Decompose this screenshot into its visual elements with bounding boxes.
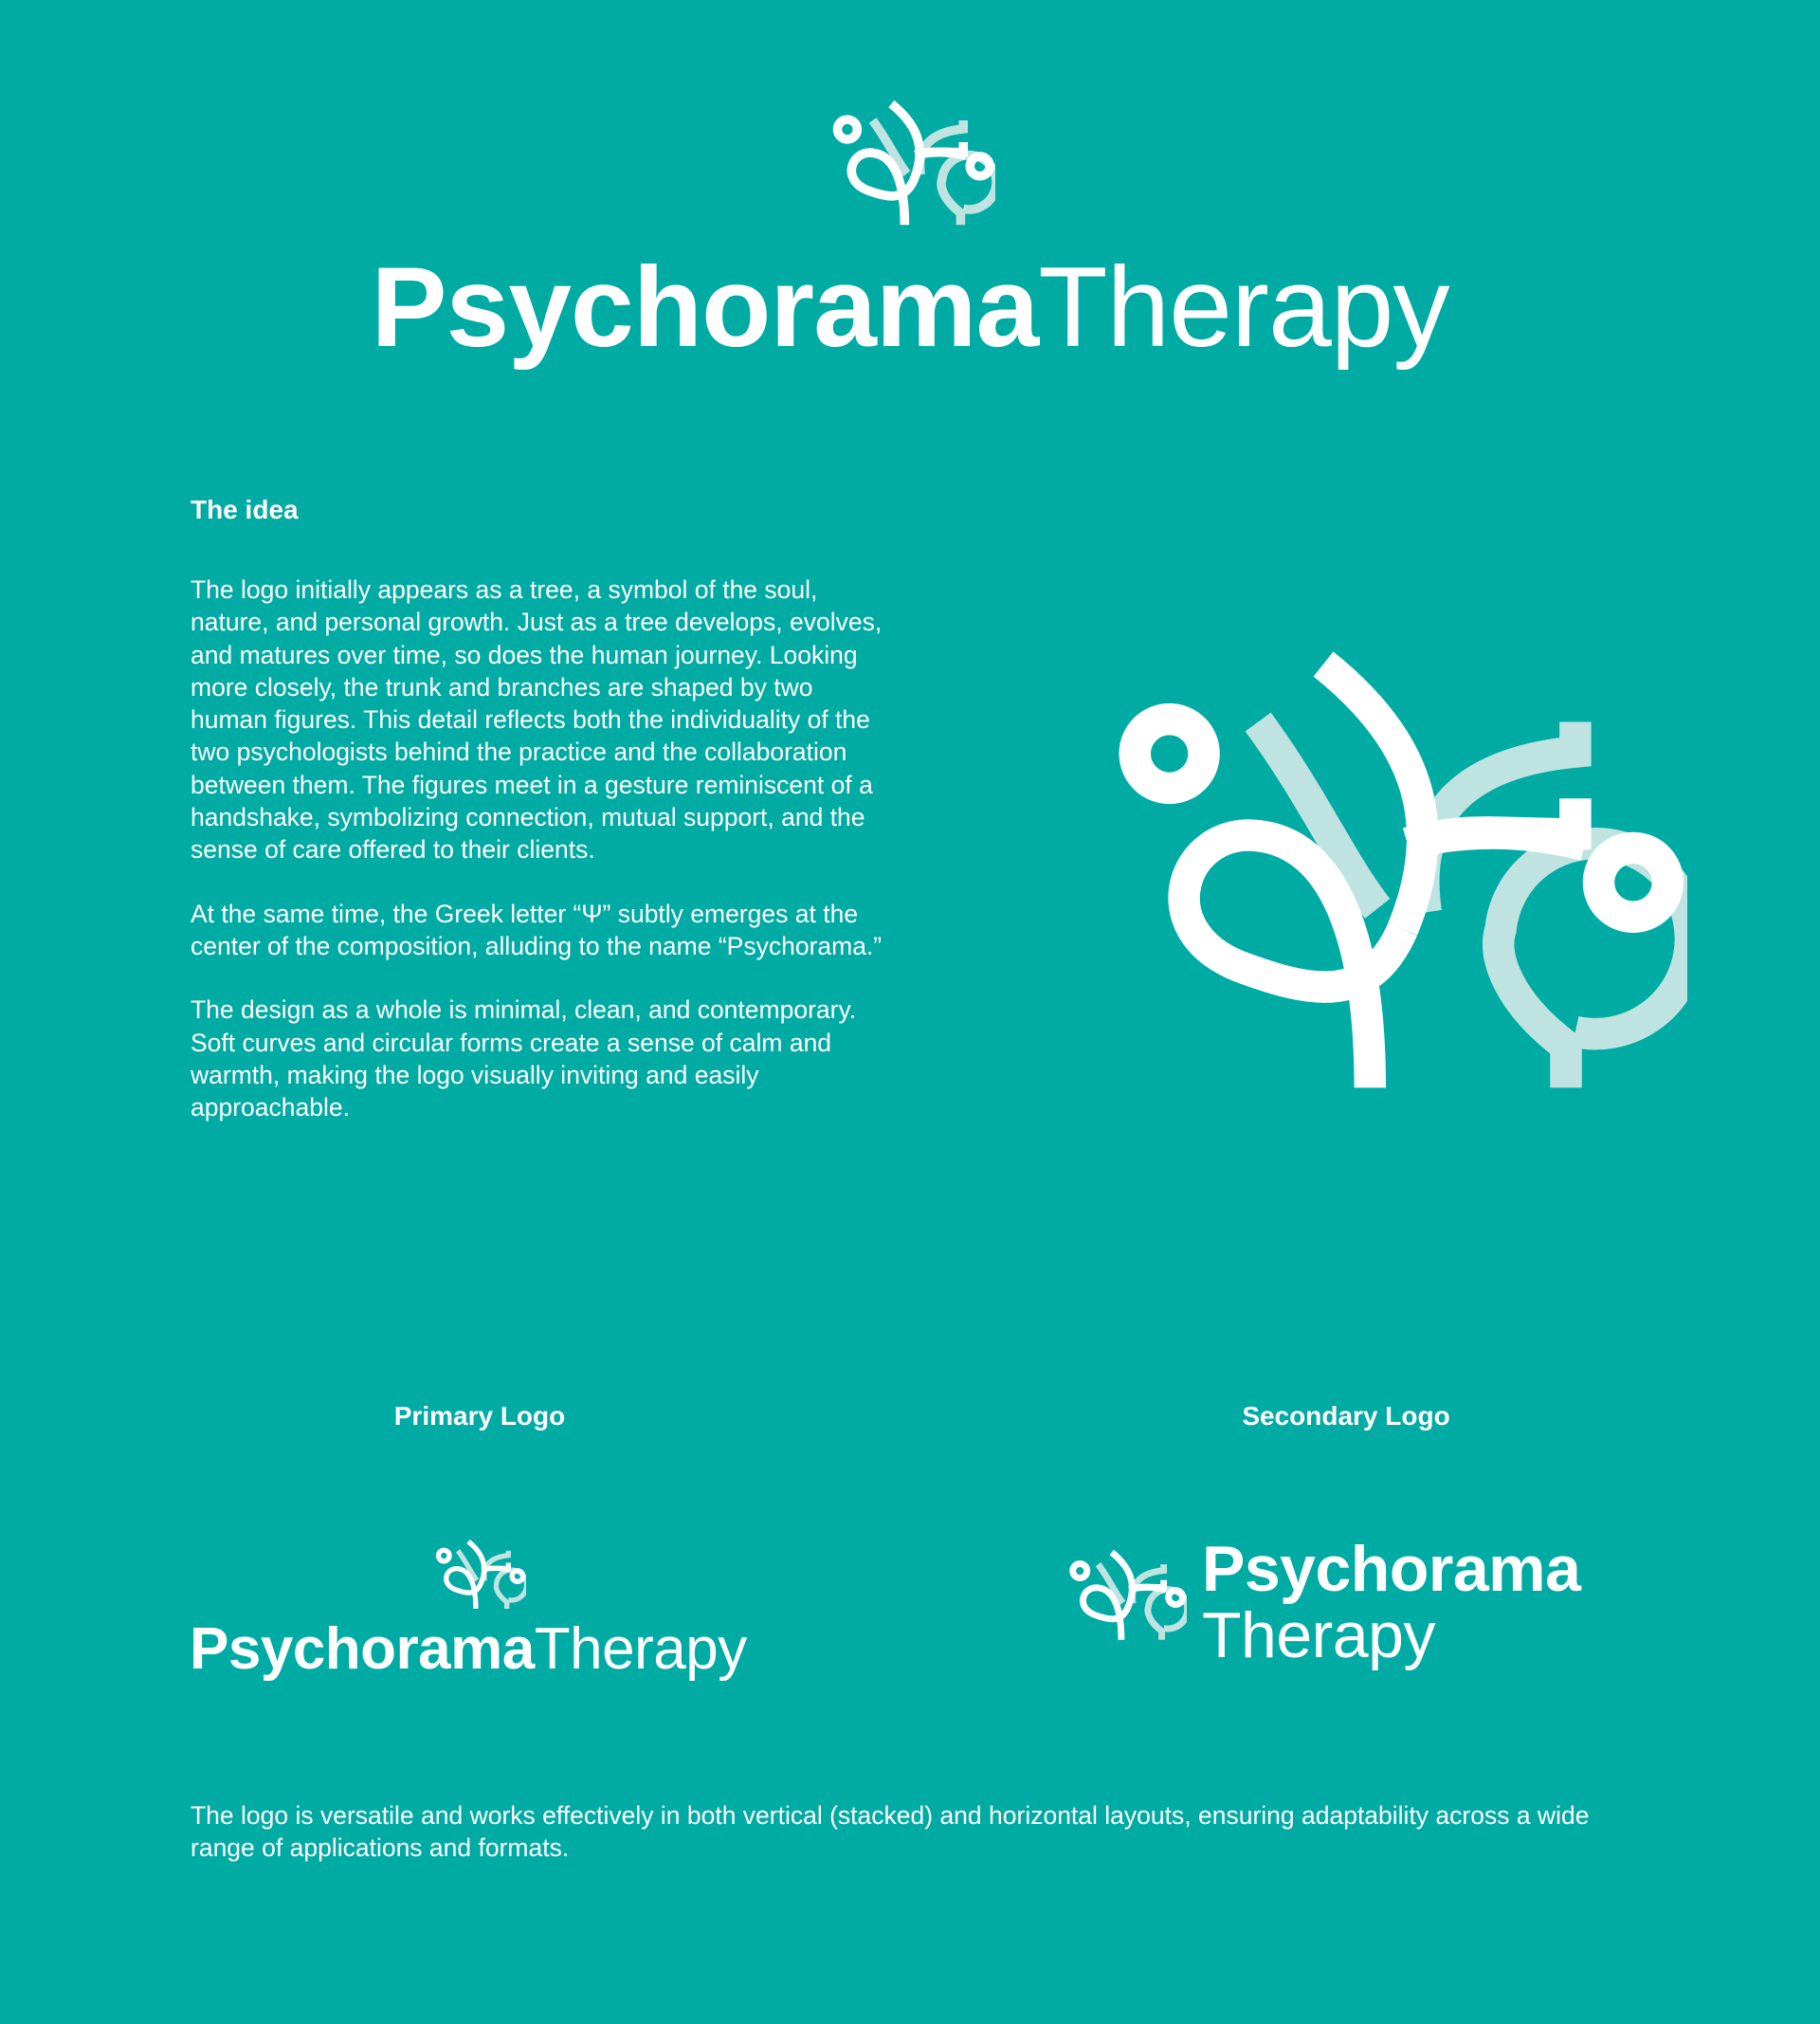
primary-logo-heading: Primary Logo <box>393 1401 566 1431</box>
primary-logo-wordmark <box>190 1616 747 1682</box>
wordmark-light: Therapy <box>534 1616 747 1682</box>
secondary-logo-wordmark <box>1202 1533 1581 1671</box>
hero-wordmark <box>0 244 1820 371</box>
section-heading-idea: The idea <box>191 495 299 524</box>
large-brand-mark-icon <box>1090 593 1687 1153</box>
secondary-logo-heading: Secondary Logo <box>1242 1401 1450 1431</box>
wordmark-light: Therapy <box>1202 1599 1435 1671</box>
idea-paragraph: The logo initially appears as a tree, a symbol of the soul, nature, and personal growth. Just as a tree develops, evolves, and matures over time, so does the human journey. Looking more closely, the trunk and branches are shaped by two human figures. This detail reflects both the individuality of the two psychologists behind the practice and the collaboration between them. The figures meet in a gesture reminiscent of a handshake, symbolizing connection, mutual support, and the sense of care offered to their clients. <box>191 575 883 865</box>
primary-logo-mark-icon <box>431 1531 526 1618</box>
brand-mark-icon <box>825 85 995 242</box>
wordmark-light: Therapy <box>1038 244 1449 371</box>
idea-body <box>191 574 883 1155</box>
idea-paragraph: The design as a whole is minimal, clean, and contemporary. Soft curves and circular forms create a sense of calm and warmth, making the logo visually inviting and easily approachable. <box>191 995 857 1122</box>
wordmark-bold: Psychorama <box>371 244 1039 371</box>
secondary-logo-mark-icon <box>1064 1538 1187 1653</box>
wordmark-bold: Psychorama <box>190 1616 535 1682</box>
wordmark-bold: Psychorama <box>1202 1533 1581 1605</box>
idea-paragraph: At the same time, the Greek letter “Ψ” subtly emerges at the center of the composition, alluding to the name “Psychorama.” <box>191 899 883 960</box>
footer-description: The logo is versatile and works effectively in both vertical (stacked) and horizontal layouts, ensuring adaptability across a wide range of applications and formats. <box>191 1801 1590 1863</box>
